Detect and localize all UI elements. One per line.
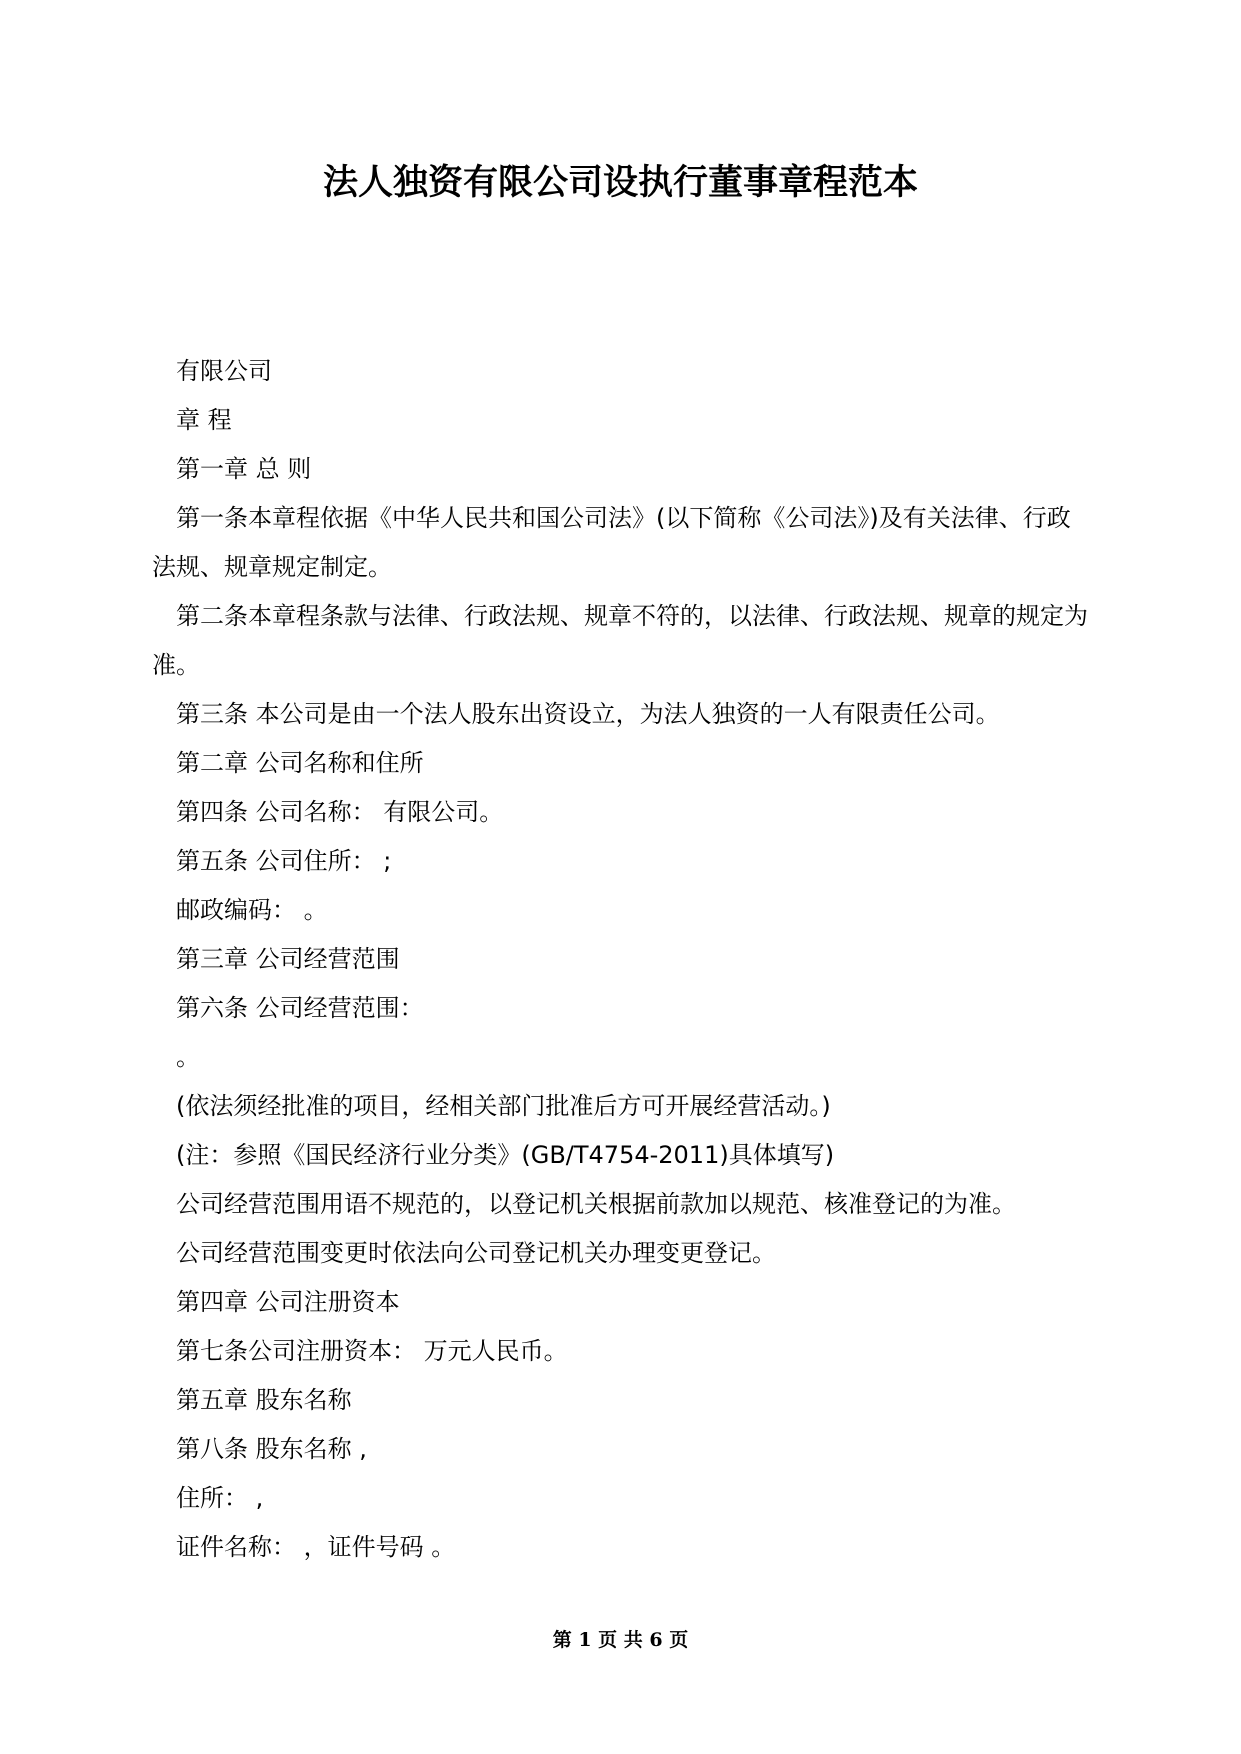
paragraph: 住所： ,: [176, 1484, 264, 1512]
article-paragraph: 第二条本章程条款与法律、行政法规、规章不符的，以法律、行政法规、规章的规定为准。: [152, 602, 1088, 679]
article-paragraph: 第三条 本公司是由一个法人股东出资设立，为法人独资的一人有限责任公司。: [176, 700, 1000, 728]
note-paragraph: (注：参照《国民经济行业分类》(GB/T4754-2011)具体填写): [176, 1141, 835, 1169]
chapter-heading: 第二章 公司名称和住所: [176, 749, 424, 777]
paragraph: 证件名称： ，证件号码 。: [176, 1533, 456, 1561]
article-paragraph: 第六条 公司经营范围：: [176, 994, 424, 1022]
paragraph: 有限公司: [176, 357, 272, 385]
article-paragraph: 第八条 股东名称 ,: [176, 1435, 367, 1463]
chapter-heading: 第三章 公司经营范围: [176, 945, 400, 973]
paragraph: 章 程: [176, 406, 232, 434]
paragraph: 。: [176, 1043, 200, 1071]
document-title: 法人独资有限公司设执行董事章程范本: [322, 163, 918, 203]
article-paragraph: 第四条 公司名称： 有限公司。: [176, 798, 504, 826]
chapter-heading: 第四章 公司注册资本: [176, 1288, 400, 1316]
paragraph: 公司经营范围用语不规范的，以登记机关根据前款加以规范、核准登记的为准。: [176, 1190, 1016, 1218]
article-paragraph: 第一条本章程依据《中华人民共和国公司法》(以下简称《公司法》)及有关法律、行政法规、规章规定制定。: [152, 504, 1071, 581]
paragraph: 公司经营范围变更时依法向公司登记机关办理变更登记。: [176, 1239, 776, 1267]
article-paragraph: 第七条公司注册资本： 万元人民币。: [176, 1337, 568, 1365]
paragraph: (依法须经批准的项目，经相关部门批准后方可开展经营活动。): [176, 1092, 831, 1120]
paragraph: 邮政编码： 。: [176, 896, 328, 924]
article-paragraph: 第五条 公司住所： ;: [176, 847, 392, 875]
document-body: [152, 347, 1092, 1572]
chapter-heading: 第五章 股东名称: [176, 1386, 352, 1414]
page-number-footer: 第 1 页 共 6 页: [552, 1629, 689, 1651]
chapter-heading: 第一章 总 则: [176, 455, 312, 483]
